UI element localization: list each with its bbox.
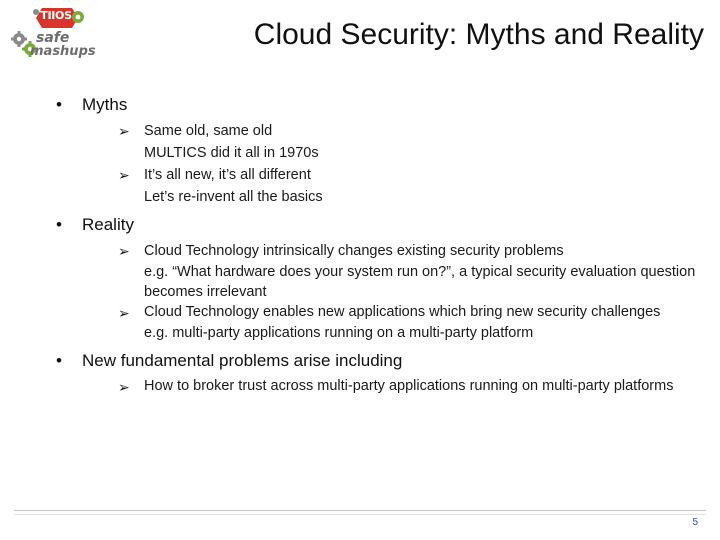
sub-bullet-note: MULTICS did it all in 1970s [144,145,319,161]
sub-bullet [118,240,696,302]
sub-bullet [118,120,696,164]
logo-badge-text: TIIOS [40,9,72,22]
page-number: 5 [692,517,698,528]
sub-bullet-text: Cloud Technology intrinsically changes existing security problems [144,243,564,259]
sub-bullet-text: Cloud Technology enables new applications which bring new security challenges [144,304,661,320]
logo-word-safe: safe [36,30,70,46]
slide-body [56,94,696,396]
sub-list [82,120,696,208]
safe-mashups-logo [6,2,110,60]
bullet-label: Myths [82,95,128,114]
sub-bullet-note: e.g. “What hardware does your system run on?”, a typical security evaluation question becomes irrelevant [144,264,696,300]
page-title: Cloud Security: Myths and Reality [253,18,704,51]
bullet-reality [56,214,696,344]
arrow-bullet-icon: ➢ [118,379,130,395]
sub-bullet-note: Let’s re-invent all the basics [144,189,323,205]
arrow-bullet-icon: ➢ [118,123,130,139]
sub-list [82,240,696,344]
sub-bullet [118,164,696,208]
logo-word-mashups: mashups [30,44,96,59]
bullet-myths [56,94,696,208]
sub-list [82,376,696,396]
sub-bullet [118,302,696,344]
sub-bullet-note: e.g. multi-party applications running on a multi-party platform [144,325,534,341]
bullet-label: Reality [82,215,134,234]
sub-bullet-text: It’s all new, it’s all different [144,167,311,183]
bullet-label: New fundamental problems arise including [82,351,403,370]
arrow-bullet-icon: ➢ [118,305,130,321]
sub-bullet [118,376,696,396]
bullet-new-problems [56,350,696,396]
sub-bullet-text: Same old, same old [144,123,273,139]
bullet-list [56,94,696,396]
sub-bullet-text: How to broker trust across multi-party applications running on multi-party platforms [144,378,674,394]
arrow-bullet-icon: ➢ [118,243,130,259]
footer-divider [14,510,706,511]
arrow-bullet-icon: ➢ [118,167,130,183]
